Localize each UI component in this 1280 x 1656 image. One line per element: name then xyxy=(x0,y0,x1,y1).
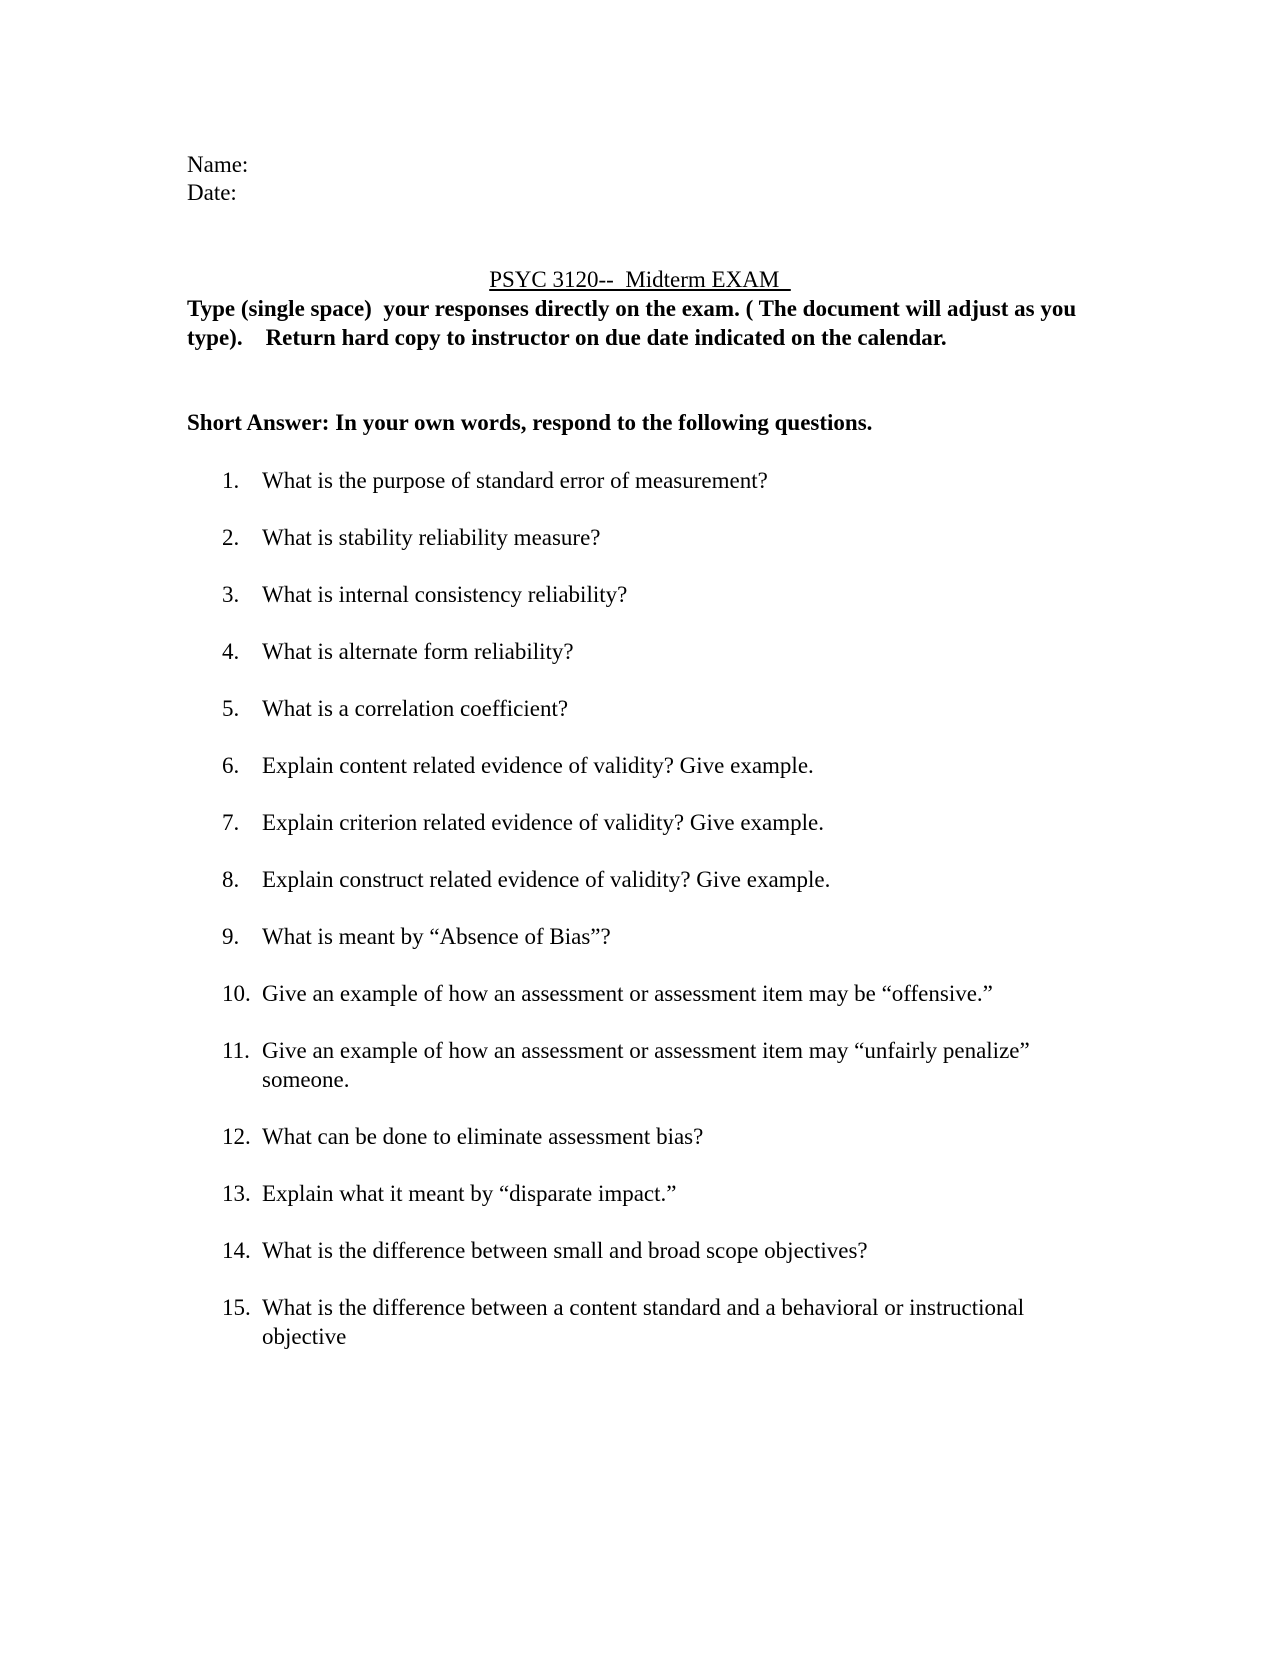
question-item xyxy=(222,694,1082,723)
question-item xyxy=(222,580,1082,609)
question-text: Give an example of how an assessment or assessment item may “unfairly penalize” someone. xyxy=(262,1038,1030,1092)
question-item xyxy=(222,1036,1082,1094)
question-text: What is meant by “Absence of Bias”? xyxy=(262,924,611,949)
question-item xyxy=(222,979,1082,1008)
question-number: 8. xyxy=(222,867,240,892)
question-number: 10. xyxy=(222,981,251,1006)
question-item xyxy=(222,1236,1082,1265)
exam-title-text: PSYC 3120-- Midterm EXAM xyxy=(489,267,791,292)
question-item xyxy=(222,808,1082,837)
question-number: 3. xyxy=(222,582,240,607)
question-text: Explain what it meant by “disparate impact.” xyxy=(262,1181,677,1206)
question-number: 4. xyxy=(222,639,240,664)
question-text: What is the purpose of standard error of measurement? xyxy=(262,468,768,493)
question-number: 9. xyxy=(222,924,240,949)
question-number: 12. xyxy=(222,1124,251,1149)
question-text: What is the difference between small and broad scope objectives? xyxy=(262,1238,868,1263)
question-number: 14. xyxy=(222,1238,251,1263)
question-text: What is the difference between a content standard and a behavioral or instructional objective xyxy=(262,1295,1025,1349)
question-number: 7. xyxy=(222,810,240,835)
question-item xyxy=(222,1293,1082,1351)
question-number: 11. xyxy=(222,1038,250,1063)
section-heading: Short Answer: In your own words, respond to the following questions. xyxy=(187,410,873,435)
question-item xyxy=(222,751,1082,780)
question-item xyxy=(222,466,1082,495)
question-text: What is alternate form reliability? xyxy=(262,639,574,664)
question-number: 2. xyxy=(222,525,240,550)
question-number: 15. xyxy=(222,1295,251,1320)
question-item xyxy=(222,1122,1082,1151)
question-text: What is stability reliability measure? xyxy=(262,525,601,550)
question-text: Explain content related evidence of validity? Give example. xyxy=(262,753,814,778)
question-item xyxy=(222,637,1082,666)
question-text: What is internal consistency reliability? xyxy=(262,582,628,607)
question-item xyxy=(222,922,1082,951)
question-text: Explain criterion related evidence of validity? Give example. xyxy=(262,810,824,835)
question-item xyxy=(222,523,1082,552)
question-number: 5. xyxy=(222,696,240,721)
instructions: Type (single space) your responses directly on the exam. ( The document will adjust as you type). Return hard copy to instructor on due date indicated on the calendar. xyxy=(187,296,1082,350)
question-text: Explain construct related evidence of validity? Give example. xyxy=(262,867,831,892)
question-number: 13. xyxy=(222,1181,251,1206)
exam-title xyxy=(0,266,1280,294)
question-item xyxy=(222,865,1082,894)
date-label: Date: xyxy=(187,180,237,205)
question-number: 6. xyxy=(222,753,240,778)
question-item xyxy=(222,1179,1082,1208)
question-text: Give an example of how an assessment or assessment item may be “offensive.” xyxy=(262,981,993,1006)
question-text: What is a correlation coefficient? xyxy=(262,696,569,721)
name-label: Name: xyxy=(187,152,249,177)
question-number: 1. xyxy=(222,468,240,493)
question-text: What can be done to eliminate assessment bias? xyxy=(262,1124,704,1149)
